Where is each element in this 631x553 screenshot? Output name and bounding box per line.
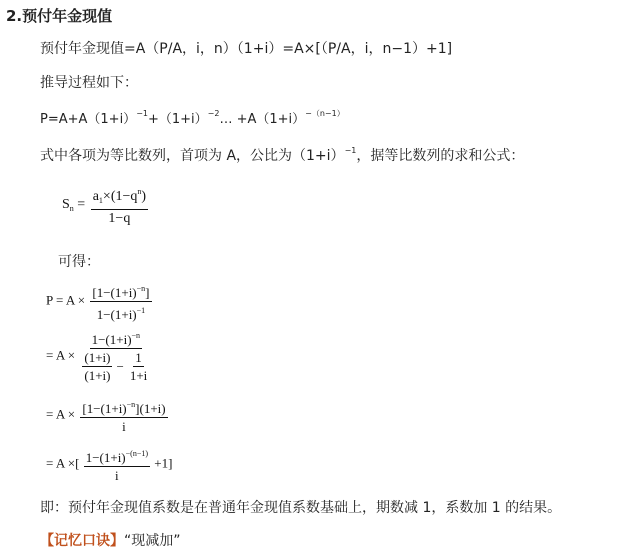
step-3 [46, 397, 170, 434]
step2-right-fraction [128, 350, 149, 383]
sum-numerator: $a_1\times(1-q^n)$ [91, 184, 148, 210]
sum-fraction [91, 184, 148, 226]
step3-fraction [80, 397, 167, 434]
sum-equals: = [77, 197, 86, 213]
step2-right-den: 1+i [129, 368, 148, 383]
step1-numerator: $[1-(1+i)^{-n}]$ [90, 281, 151, 302]
step1-denominator: $1-(1+i)^{-1}$ [96, 306, 146, 322]
step2-denominator [80, 349, 151, 383]
step2-minus: − [116, 359, 124, 374]
step2-inner-fraction [82, 350, 112, 383]
step3-denominator: i [122, 419, 126, 434]
step4-numerator: $1-(1+i)^{-(n-1)}$ [84, 446, 150, 467]
conclusion-line: 即：预付年金现值系数是在普通年金现值系数基础上，期数减 1，系数加 1 的结果。 [40, 500, 562, 516]
mnemonic-text: “现减加” [124, 533, 181, 549]
step2-numerator: $1-(1+i)^{-n}$ [90, 328, 142, 349]
series-part-2: +（1+i） [147, 112, 208, 127]
sum-lhs: $S_n$ [62, 197, 74, 214]
series-exp-2: −2 [207, 109, 220, 118]
step3-lhs: = A × [46, 406, 76, 422]
series-expansion [40, 108, 345, 127]
step4-lhs: = A ×[ [46, 455, 80, 471]
geom-before: 式中各项为等比数列，首项为 A，公比为（1+i） [40, 148, 345, 164]
step1-lhs: P = A × [46, 292, 86, 308]
step3-numerator: $[1-(1+i)^{-n}](1+i)$ [80, 397, 167, 418]
step2-inner-den: (1+i) [84, 368, 111, 383]
series-lead: P=A+A（1+i） [40, 112, 137, 127]
step2-inner-num: (1+i) [84, 350, 111, 365]
step-4 [46, 446, 172, 483]
series-part-3: … +A（1+i） [219, 112, 306, 127]
derivation-intro: 推导过程如下： [40, 75, 138, 91]
mnemonic-line [40, 530, 181, 550]
geom-after: ，据等比数列的求和公式： [356, 148, 525, 164]
geom-exp: −1 [344, 146, 357, 155]
section-heading: 2.预付年金现值 [6, 7, 113, 25]
series-exp-1: −1 [136, 109, 148, 118]
step-1 [46, 281, 154, 322]
step4-fraction [84, 446, 150, 483]
step2-fraction [80, 328, 151, 383]
geometric-series-line [40, 145, 524, 165]
step2-right-num: 1 [135, 350, 142, 365]
step-2 [46, 328, 153, 383]
step4-tail: +1] [154, 455, 173, 471]
series-exp-3: −（n−1） [305, 109, 345, 118]
step4-denominator: i [115, 468, 119, 483]
definition-line: 预付年金现值=A（P/A，i，n）（1+i）=A×[（P/A，i，n−1）+1] [40, 41, 453, 57]
mnemonic-label: 【记忆口诀】 [40, 533, 124, 549]
step2-lhs: = A × [46, 347, 76, 363]
sum-formula [62, 184, 150, 226]
sum-denominator: 1−q [108, 211, 131, 226]
step1-fraction [90, 281, 151, 322]
obtain-label: 可得： [58, 254, 100, 270]
